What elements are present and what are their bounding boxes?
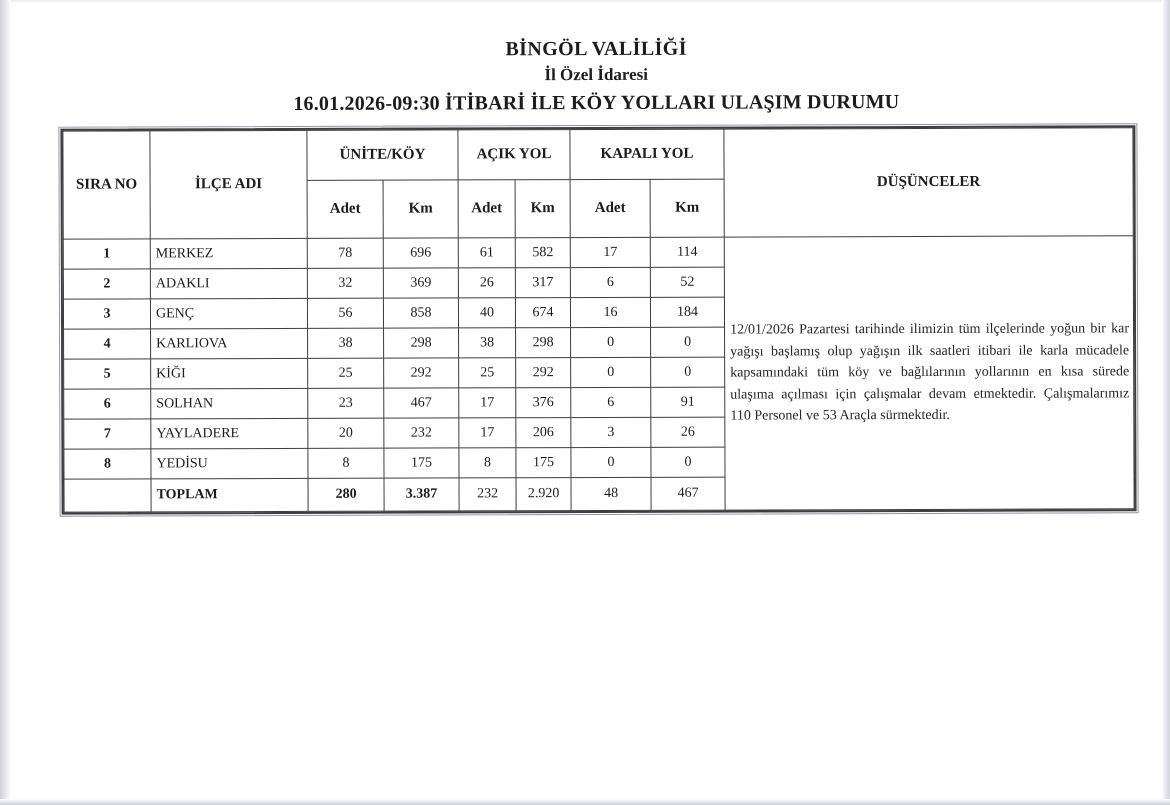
table-row: [63, 236, 1133, 269]
acik-km-cell: 292: [516, 358, 571, 388]
org-title: BİNGÖL VALİLİĞİ: [505, 37, 687, 61]
acik-km-cell: 298: [516, 328, 571, 358]
acik-adet-cell: 40: [458, 298, 515, 328]
ilce-cell: KİĞI: [151, 358, 308, 388]
total-label-cell: TOPLAM: [151, 478, 308, 511]
acik-km-cell: 582: [515, 238, 570, 268]
ilce-cell: YAYLADERE: [151, 418, 308, 448]
sira-cell: 7: [64, 419, 151, 449]
header-unite-koy: ÜNİTE/KÖY: [307, 130, 458, 180]
sira-cell: 8: [64, 449, 151, 479]
acik-km-cell: 376: [516, 388, 571, 418]
unite-adet-cell: 23: [308, 388, 384, 418]
total-unite-km-cell: 3.387: [384, 478, 459, 511]
header-sira-no: SIRA NO: [63, 131, 150, 239]
total-kapali-adet-cell: 48: [571, 477, 651, 510]
header-dusunceler: DÜŞÜNCELER: [724, 128, 1133, 237]
document-header: [57, 36, 1135, 116]
unite-adet-cell: 25: [308, 358, 384, 388]
kapali-km-cell: 0: [651, 357, 725, 387]
org-subtitle: İl Özel İdaresi: [544, 64, 649, 85]
road-status-table-frame: [60, 125, 1136, 514]
unite-adet-cell: 38: [308, 328, 384, 358]
acik-adet-cell: 26: [458, 268, 515, 298]
unite-adet-cell: 8: [308, 448, 384, 478]
kapali-km-cell: 184: [650, 297, 724, 327]
header-kapali-adet: Adet: [570, 179, 650, 237]
unite-km-cell: 858: [383, 298, 458, 328]
kapali-km-cell: 26: [651, 417, 725, 447]
acik-km-cell: 317: [515, 268, 570, 298]
kapali-adet-cell: 3: [571, 417, 651, 447]
photo-edge-right: [1162, 0, 1170, 805]
unite-km-cell: 696: [383, 238, 458, 268]
kapali-km-cell: 0: [651, 447, 725, 477]
kapali-adet-cell: 17: [570, 237, 650, 267]
sira-cell: 6: [64, 389, 151, 419]
acik-km-cell: 206: [516, 418, 571, 448]
report-title: 16.01.2026-09:30 İTİBARİ İLE KÖY YOLLARI ULAŞIM DURUMU: [293, 91, 900, 115]
header-kapali-yol: KAPALI YOL: [570, 129, 724, 179]
kapali-adet-cell: 6: [570, 267, 650, 297]
kapali-adet-cell: 0: [571, 357, 651, 387]
ilce-cell: ADAKLI: [150, 268, 307, 298]
sira-cell: 5: [64, 359, 151, 389]
unite-km-cell: 232: [384, 418, 459, 448]
total-unite-adet-cell: 280: [308, 478, 384, 511]
kapali-km-cell: 0: [651, 327, 725, 357]
remarks-text: 12/01/2026 Pazartesi tarihinde ilimizin tüm ilçelerinde yoğun bir kar yağışı başlamış olup yağışın ilk saatleri itibari ile karla mücadele kapsamındaki tüm köy ve bağlılarının yollarının en kısa sürede ulaşıma açılması için çalışmalar devam etmektedir. Çalışmalarımız 110 Personel ve 53 Araçla sürmektedir.: [730, 321, 1130, 424]
unite-km-cell: 175: [384, 448, 459, 478]
unite-adet-cell: 78: [307, 238, 383, 268]
header-unite-km: Km: [383, 180, 458, 238]
header-acik-adet: Adet: [458, 180, 515, 238]
acik-adet-cell: 61: [458, 238, 515, 268]
road-status-table: [62, 127, 1134, 512]
ilce-cell: GENÇ: [150, 298, 307, 328]
unite-km-cell: 298: [384, 328, 459, 358]
unite-km-cell: 292: [384, 358, 459, 388]
unite-adet-cell: 20: [308, 418, 384, 448]
kapali-km-cell: 114: [650, 237, 724, 267]
acik-adet-cell: 17: [459, 388, 516, 418]
kapali-km-cell: 52: [650, 267, 724, 297]
unite-km-cell: 369: [383, 268, 458, 298]
ilce-cell: YEDİSU: [151, 448, 308, 478]
ilce-cell: KARLIOVA: [151, 328, 308, 358]
kapali-adet-cell: 0: [571, 447, 651, 477]
sira-cell: 1: [63, 239, 150, 269]
acik-adet-cell: 8: [459, 448, 516, 478]
sira-cell: 4: [64, 329, 151, 359]
total-acik-km-cell: 2.920: [516, 478, 571, 511]
unite-adet-cell: 32: [307, 268, 383, 298]
kapali-adet-cell: 16: [570, 297, 650, 327]
total-acik-adet-cell: 232: [459, 478, 516, 511]
document-page: [57, 0, 1137, 520]
photo-edge-left: [0, 0, 11, 805]
header-unite-adet: Adet: [307, 180, 383, 238]
acik-km-cell: 674: [515, 298, 570, 328]
kapali-km-cell: 91: [651, 387, 725, 417]
ilce-cell: SOLHAN: [151, 388, 308, 418]
acik-adet-cell: 25: [459, 358, 516, 388]
kapali-adet-cell: 6: [571, 387, 651, 417]
acik-km-cell: 175: [516, 448, 571, 478]
sira-cell: [64, 479, 151, 512]
total-kapali-km-cell: 467: [651, 477, 725, 510]
sira-cell: 2: [63, 269, 150, 299]
header-acik-km: Km: [515, 180, 570, 238]
remarks-cell: [724, 236, 1134, 510]
unite-adet-cell: 56: [307, 298, 383, 328]
acik-adet-cell: 38: [459, 328, 516, 358]
header-ilce-adi: İLÇE ADI: [150, 130, 307, 238]
acik-adet-cell: 17: [459, 418, 516, 448]
sira-cell: 3: [63, 299, 150, 329]
photo-edge-bottom: [0, 799, 1170, 805]
kapali-adet-cell: 0: [571, 327, 651, 357]
ilce-cell: MERKEZ: [150, 238, 307, 268]
header-acik-yol: AÇIK YOL: [458, 130, 570, 180]
header-kapali-km: Km: [650, 179, 724, 237]
unite-km-cell: 467: [384, 388, 459, 418]
